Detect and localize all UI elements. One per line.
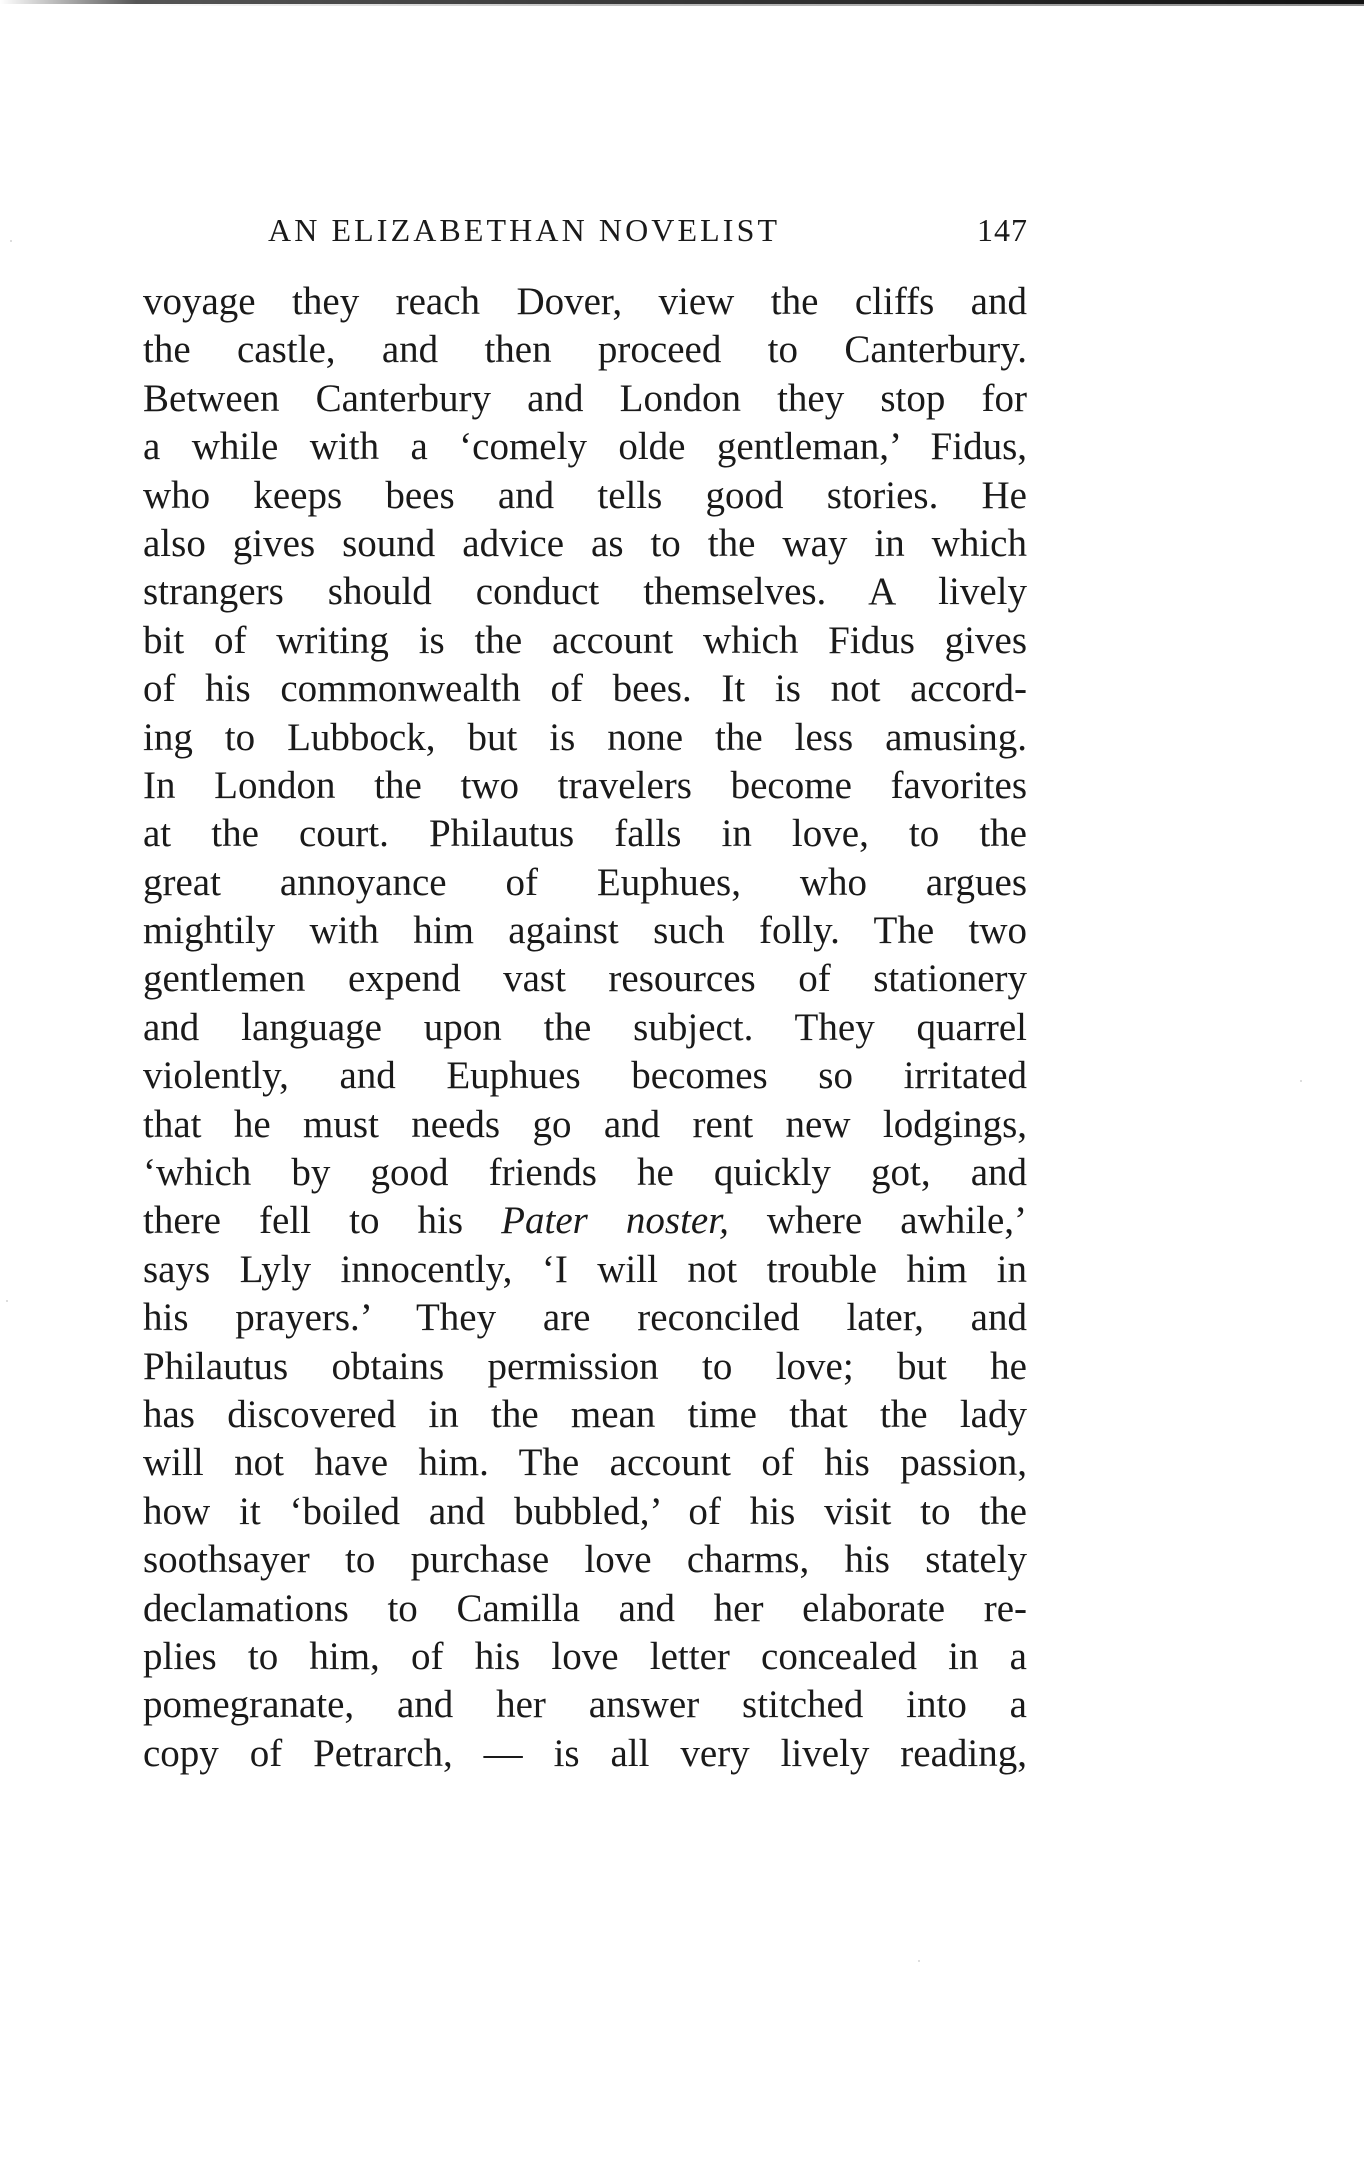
- text-line: will not have him. The account of his passion,: [143, 1441, 1027, 1485]
- text-line: ‘which by good friends he quickly got, and: [143, 1151, 1027, 1195]
- text-line: has discovered in the mean time that the lady: [143, 1392, 1027, 1436]
- text-line: bit of writing is the account which Fidus gives: [143, 618, 1027, 662]
- text-line: of his commonwealth of bees. It is not accord-: [143, 667, 1027, 711]
- text-line: the castle, and then proceed to Canterbury.: [143, 328, 1027, 372]
- text-line: says Lyly innocently, ‘I will not trouble him in: [143, 1247, 1027, 1291]
- body-text: [143, 278, 1027, 1778]
- text-run: where awhile,’: [728, 1199, 1027, 1243]
- text-line: copy of Petrarch, — is all very lively reading,: [143, 1731, 1027, 1775]
- paper-speck: [6, 1300, 8, 1302]
- top-edge-shadow: [120, 4, 1364, 6]
- italic-phrase: Pater noster,: [501, 1199, 729, 1243]
- running-head: [268, 212, 1028, 260]
- text-line: soothsayer to purchase love charms, his stately: [143, 1538, 1027, 1582]
- text-line: at the court. Philautus falls in love, to the: [143, 812, 1027, 856]
- text-line: Between Canterbury and London they stop for: [143, 376, 1027, 420]
- text-line: violently, and Euphues becomes so irritated: [143, 1054, 1027, 1098]
- text-line: In London the two travelers become favorites: [143, 763, 1027, 807]
- text-line: his prayers.’ They are reconciled later, and: [143, 1296, 1027, 1340]
- text-line: that he must needs go and rent new lodgings,: [143, 1102, 1027, 1146]
- text-line: Philautus obtains permission to love; but he: [143, 1344, 1027, 1388]
- text-line: mightily with him against such folly. The two: [143, 909, 1027, 953]
- text-line: great annoyance of Euphues, who argues: [143, 860, 1027, 904]
- text-line: who keeps bees and tells good stories. He: [143, 473, 1027, 517]
- text-line: also gives sound advice as to the way in which: [143, 521, 1027, 565]
- text-line: a while with a ‘comely olde gentleman,’ Fidus,: [143, 425, 1027, 469]
- text-line: gentlemen expend vast resources of stationery: [143, 957, 1027, 1001]
- text-line: and language upon the subject. They quarrel: [143, 1005, 1027, 1049]
- running-title: AN ELIZABETHAN NOVELIST: [268, 212, 781, 248]
- paper-speck: [918, 1960, 920, 1962]
- text-line-with-italic: [143, 1197, 1027, 1245]
- text-line: plies to him, of his love letter concealed in a: [143, 1634, 1027, 1678]
- text-run: there fell to his: [143, 1199, 502, 1243]
- text-line: voyage they reach Dover, view the cliffs and: [143, 280, 1027, 323]
- text-line: declamations to Camilla and her elaborate re-: [143, 1586, 1027, 1630]
- paper-speck: [10, 240, 12, 242]
- text-line: how it ‘boiled and bubbled,’ of his visit to the: [143, 1489, 1027, 1533]
- paper-speck: [1300, 1080, 1302, 1082]
- text-line: ing to Lubbock, but is none the less amusing.: [143, 715, 1027, 759]
- text-line: pomegranate, and her answer stitched into a: [143, 1683, 1027, 1727]
- text-line: strangers should conduct themselves. A lively: [143, 570, 1027, 614]
- page-number: 147: [977, 212, 1028, 248]
